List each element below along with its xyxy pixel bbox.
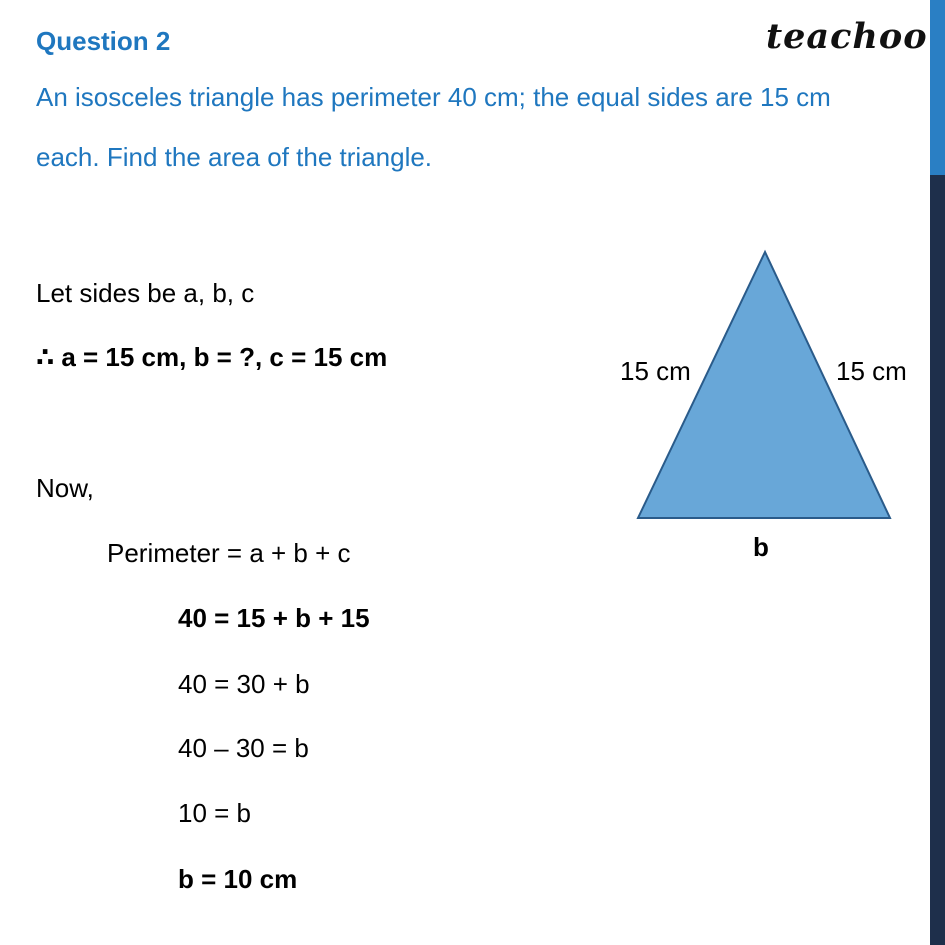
solution-line-answer: b = 10 cm <box>178 864 298 894</box>
solution-line-sides: Let sides be a, b, c <box>36 278 255 308</box>
solution-line-perimeter-formula: Perimeter = a + b + c <box>107 538 351 568</box>
right-side-label: 15 cm <box>836 356 907 386</box>
solution-line-simplify: 40 = 30 + b <box>178 669 310 699</box>
solution-line-given: ∴ a = 15 cm, b = ?, c = 15 cm <box>36 342 388 372</box>
solution-line-result: 10 = b <box>178 798 252 828</box>
right-sidebar-bar <box>930 0 945 945</box>
question-title: Question 2 <box>36 26 171 56</box>
solution-line-now: Now, <box>36 473 94 503</box>
base-label: b <box>753 532 769 562</box>
sidebar-accent <box>930 0 945 175</box>
brand-logo: teachoo <box>766 16 928 57</box>
left-side-label: 15 cm <box>620 356 691 386</box>
solution-line-subtract: 40 – 30 = b <box>178 733 309 763</box>
isosceles-triangle-figure <box>600 240 930 570</box>
question-line-1: An isosceles triangle has perimeter 40 cm; the equal sides are 15 cm <box>36 82 831 112</box>
solution-line-substitution: 40 = 15 + b + 15 <box>178 603 370 633</box>
question-line-2: each. Find the area of the triangle. <box>36 142 433 172</box>
